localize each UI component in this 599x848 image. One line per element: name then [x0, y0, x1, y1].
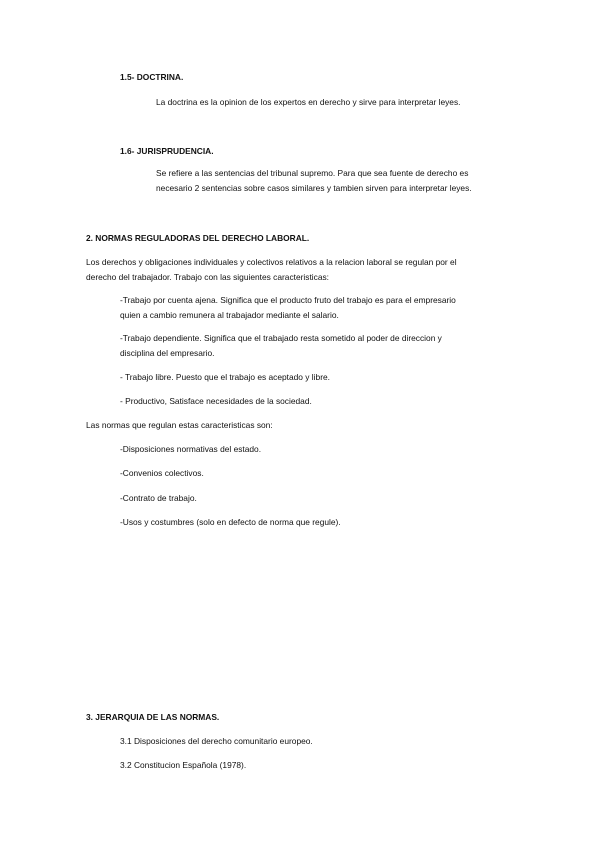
norma-convenios: -Convenios colectivos.	[120, 468, 204, 478]
norma-usos-costumbres: -Usos y costumbres (solo en defecto de norma que regule).	[120, 517, 341, 527]
normas-regulan-intro: Las normas que regulan estas caracteristicas son:	[86, 420, 273, 430]
caracteristica-dependiente-line-2: disciplina del empresario.	[120, 348, 215, 358]
caracteristica-dependiente-line-1: -Trabajo dependiente. Significa que el trabajado resta sometido al poder de direccion y	[120, 333, 442, 343]
caracteristica-cuenta-ajena-line-2: quien a cambio remunera al trabajador mediante el salario.	[120, 310, 339, 320]
normas-intro-line-2: derecho del trabajador. Trabajo con las siguientes caracteristicas:	[86, 272, 330, 282]
caracteristica-cuenta-ajena-line-1: -Trabajo por cuenta ajena. Significa que el producto fruto del trabajo es para el empresario	[120, 295, 456, 305]
jurisprudencia-text-line-1: Se refiere a las sentencias del tribunal supremo. Para que sea fuente de derecho es	[156, 168, 469, 178]
jerarquia-item-1: 3.1 Disposiciones del derecho comunitario europeo.	[120, 736, 313, 746]
heading-jerarquia: 3. JERARQUIA DE LAS NORMAS.	[86, 712, 220, 722]
jurisprudencia-text-line-2: necesario 2 sentencias sobre casos similares y tambien sirven para interpretar leyes.	[156, 183, 472, 193]
heading-jurisprudencia: 1.6- JURISPRUDENCIA.	[120, 146, 214, 156]
heading-normas-reguladoras: 2. NORMAS REGULADORAS DEL DERECHO LABORAL.	[86, 233, 310, 243]
caracteristica-productivo: - Productivo, Satisface necesidades de la sociedad.	[120, 396, 312, 406]
heading-doctrina: 1.5- DOCTRINA.	[120, 72, 184, 82]
norma-disposiciones: -Disposiciones normativas del estado.	[120, 444, 262, 454]
normas-intro-line-1: Los derechos y obligaciones individuales y colectivos relativos a la relacion laboral se regulan por el	[86, 257, 457, 267]
norma-contrato: -Contrato de trabajo.	[120, 493, 197, 503]
jerarquia-item-2: 3.2 Constitucion Española (1978).	[120, 760, 247, 770]
caracteristica-libre: - Trabajo libre. Puesto que el trabajo es aceptado y libre.	[120, 372, 330, 382]
doctrina-text: La doctrina es la opinion de los expertos en derecho y sirve para interpretar leyes.	[156, 97, 461, 107]
